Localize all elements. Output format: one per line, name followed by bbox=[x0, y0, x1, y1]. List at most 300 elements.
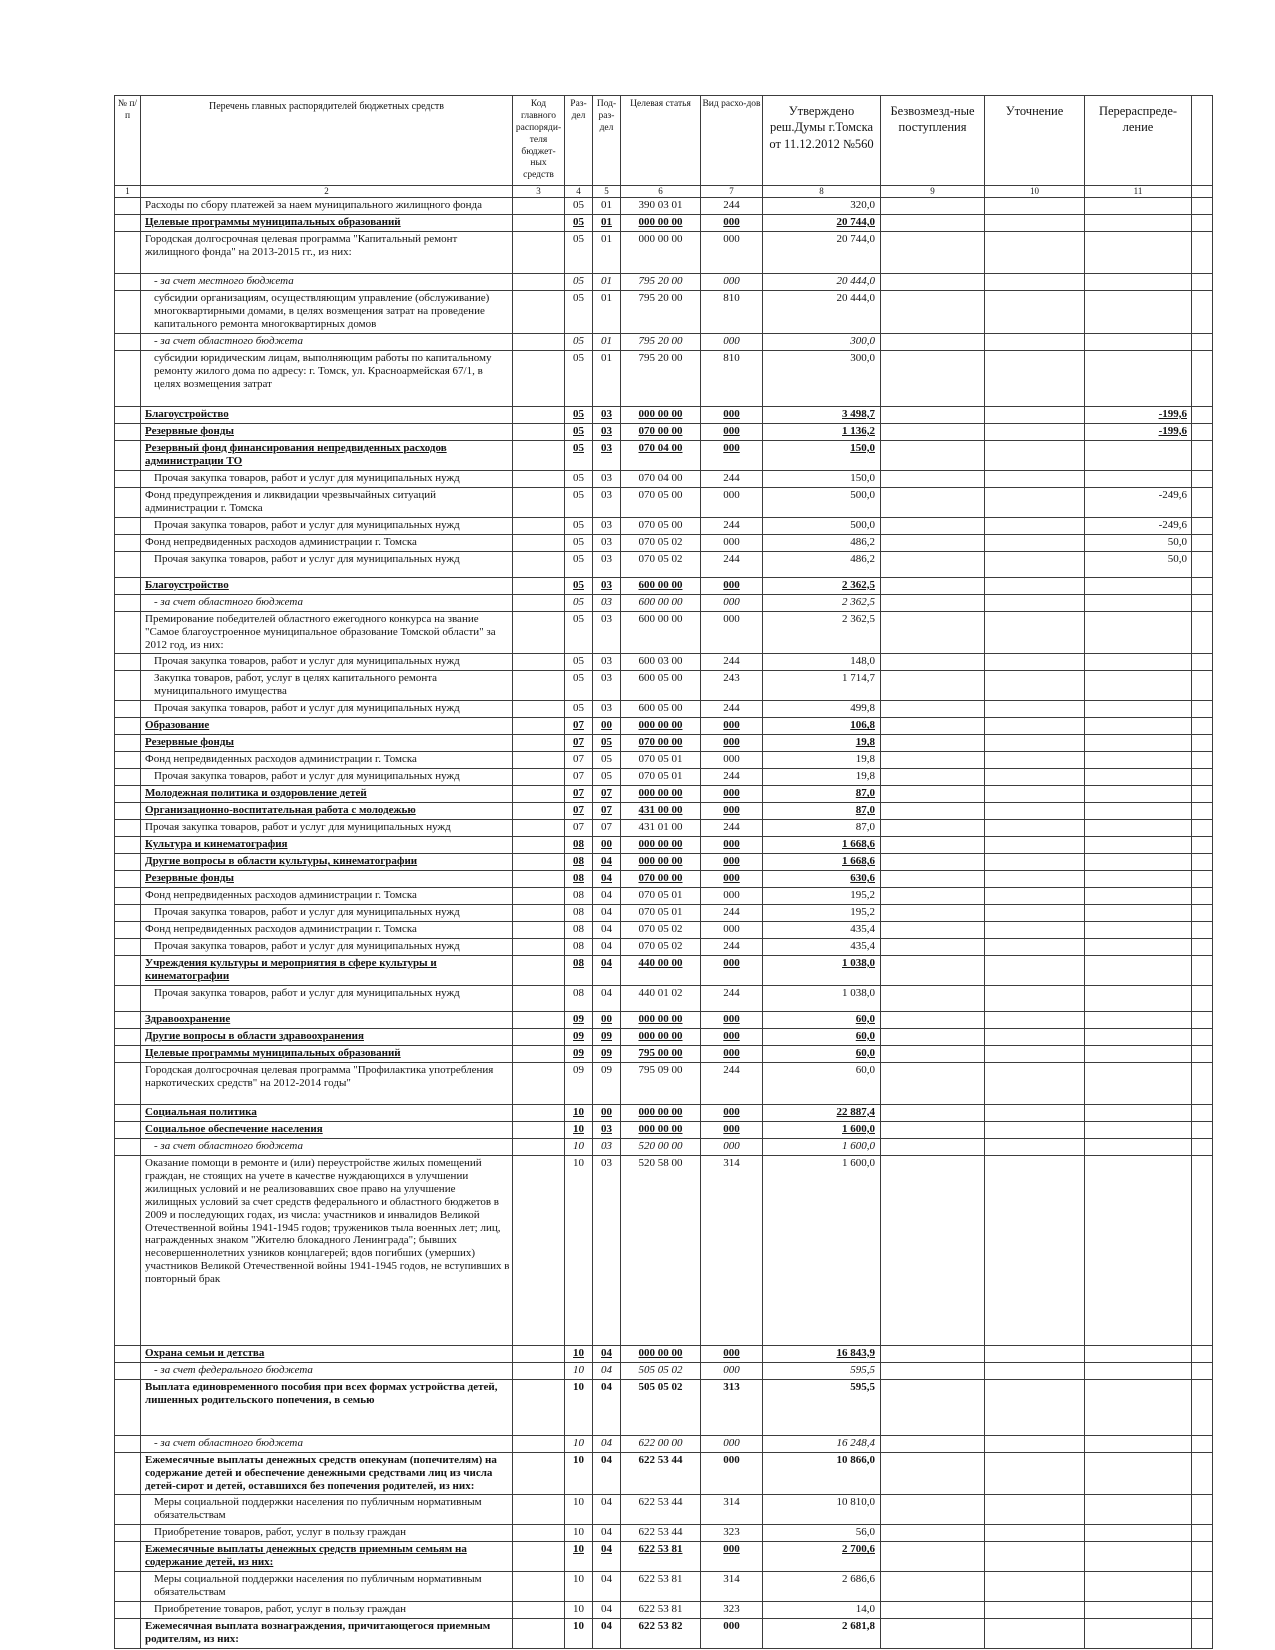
cell-edge bbox=[1192, 350, 1213, 406]
cell-name: Резервные фонды bbox=[141, 735, 513, 752]
cell-stat: 070 05 01 bbox=[621, 752, 701, 769]
cell-num bbox=[115, 938, 141, 955]
budget-row bbox=[115, 215, 1213, 232]
cell-podrazdel: 04 bbox=[593, 921, 621, 938]
cell-edge bbox=[1192, 786, 1213, 803]
cell-redistr bbox=[1085, 1155, 1192, 1345]
cell-code bbox=[513, 1045, 565, 1062]
cell-vid: 000 bbox=[701, 752, 763, 769]
cell-razdel: 10 bbox=[565, 1345, 593, 1362]
cell-stat: 795 20 00 bbox=[621, 350, 701, 406]
cell-razdel: 08 bbox=[565, 837, 593, 854]
cell-num bbox=[115, 921, 141, 938]
budget-row bbox=[115, 871, 1213, 888]
cell-vid: 000 bbox=[701, 1345, 763, 1362]
cell-num bbox=[115, 198, 141, 215]
cell-edge bbox=[1192, 654, 1213, 671]
cell-vid: 244 bbox=[701, 551, 763, 577]
cell-redistr bbox=[1085, 820, 1192, 837]
cell-grants bbox=[881, 274, 985, 291]
cell-code bbox=[513, 854, 565, 871]
cell-vid: 244 bbox=[701, 517, 763, 534]
cell-razdel: 05 bbox=[565, 470, 593, 487]
cell-edge bbox=[1192, 1379, 1213, 1435]
column-number-redistr: 11 bbox=[1085, 186, 1192, 198]
cell-vid: 000 bbox=[701, 871, 763, 888]
cell-stat: 431 00 00 bbox=[621, 803, 701, 820]
cell-clarif bbox=[985, 487, 1085, 517]
cell-approved: 16 248,4 bbox=[763, 1435, 881, 1452]
cell-podrazdel: 05 bbox=[593, 752, 621, 769]
cell-grants bbox=[881, 671, 985, 701]
column-header-name: Перечень главных распорядителей бюджетных средств bbox=[141, 96, 513, 186]
cell-grants bbox=[881, 594, 985, 611]
cell-stat: 600 00 00 bbox=[621, 594, 701, 611]
cell-stat: 070 04 00 bbox=[621, 440, 701, 470]
cell-code bbox=[513, 333, 565, 350]
cell-code bbox=[513, 1379, 565, 1435]
column-header-approved: Утверждено реш.Думы г.Томска от 11.12.2012 №560 bbox=[763, 96, 881, 186]
cell-redistr: 50,0 bbox=[1085, 534, 1192, 551]
cell-razdel: 05 bbox=[565, 274, 593, 291]
cell-code bbox=[513, 551, 565, 577]
cell-podrazdel: 09 bbox=[593, 1062, 621, 1104]
budget-row bbox=[115, 820, 1213, 837]
cell-grants bbox=[881, 470, 985, 487]
cell-redistr bbox=[1085, 577, 1192, 594]
cell-approved: 1 668,6 bbox=[763, 854, 881, 871]
cell-clarif bbox=[985, 423, 1085, 440]
budget-row bbox=[115, 752, 1213, 769]
cell-approved: 10 866,0 bbox=[763, 1452, 881, 1495]
cell-redistr bbox=[1085, 701, 1192, 718]
cell-razdel: 08 bbox=[565, 905, 593, 922]
cell-clarif bbox=[985, 333, 1085, 350]
cell-clarif bbox=[985, 701, 1085, 718]
cell-num bbox=[115, 1062, 141, 1104]
cell-vid: 000 bbox=[701, 921, 763, 938]
cell-name: Благоустройство bbox=[141, 577, 513, 594]
cell-grants bbox=[881, 1452, 985, 1495]
cell-num bbox=[115, 837, 141, 854]
cell-podrazdel: 03 bbox=[593, 701, 621, 718]
cell-name: Культура и кинематография bbox=[141, 837, 513, 854]
budget-row bbox=[115, 701, 1213, 718]
cell-clarif bbox=[985, 938, 1085, 955]
cell-redistr bbox=[1085, 274, 1192, 291]
cell-code bbox=[513, 1121, 565, 1138]
cell-code bbox=[513, 905, 565, 922]
cell-stat: 070 05 00 bbox=[621, 487, 701, 517]
cell-clarif bbox=[985, 274, 1085, 291]
cell-grants bbox=[881, 985, 985, 1011]
cell-vid: 000 bbox=[701, 487, 763, 517]
cell-podrazdel: 03 bbox=[593, 517, 621, 534]
cell-razdel: 10 bbox=[565, 1435, 593, 1452]
cell-stat: 000 00 00 bbox=[621, 854, 701, 871]
cell-clarif bbox=[985, 735, 1085, 752]
cell-redistr: -199,6 bbox=[1085, 406, 1192, 423]
cell-edge bbox=[1192, 1572, 1213, 1602]
cell-podrazdel: 01 bbox=[593, 274, 621, 291]
column-number-stat: 6 bbox=[621, 186, 701, 198]
cell-code bbox=[513, 654, 565, 671]
cell-num bbox=[115, 440, 141, 470]
column-header-edge bbox=[1192, 96, 1213, 186]
cell-podrazdel: 03 bbox=[593, 406, 621, 423]
cell-name: Охрана семьи и детства bbox=[141, 1345, 513, 1362]
cell-redistr: -249,6 bbox=[1085, 487, 1192, 517]
cell-approved: 595,5 bbox=[763, 1379, 881, 1435]
cell-grants bbox=[881, 1121, 985, 1138]
cell-podrazdel: 04 bbox=[593, 1435, 621, 1452]
budget-row bbox=[115, 921, 1213, 938]
cell-podrazdel: 05 bbox=[593, 735, 621, 752]
cell-razdel: 05 bbox=[565, 232, 593, 274]
cell-redistr bbox=[1085, 594, 1192, 611]
cell-redistr bbox=[1085, 470, 1192, 487]
cell-podrazdel: 04 bbox=[593, 1572, 621, 1602]
budget-row bbox=[115, 1542, 1213, 1572]
cell-approved: 499,8 bbox=[763, 701, 881, 718]
table-body bbox=[115, 198, 1213, 1649]
cell-approved: 595,5 bbox=[763, 1362, 881, 1379]
budget-row bbox=[115, 551, 1213, 577]
cell-vid: 244 bbox=[701, 938, 763, 955]
cell-num bbox=[115, 551, 141, 577]
cell-name: - за счет областного бюджета bbox=[141, 1435, 513, 1452]
cell-redistr bbox=[1085, 905, 1192, 922]
cell-edge bbox=[1192, 291, 1213, 334]
cell-razdel: 05 bbox=[565, 291, 593, 334]
cell-grants bbox=[881, 1572, 985, 1602]
cell-razdel: 09 bbox=[565, 1062, 593, 1104]
cell-redistr bbox=[1085, 232, 1192, 274]
cell-razdel: 09 bbox=[565, 1045, 593, 1062]
budget-row bbox=[115, 594, 1213, 611]
budget-row bbox=[115, 1602, 1213, 1619]
cell-approved: 14,0 bbox=[763, 1602, 881, 1619]
cell-num bbox=[115, 671, 141, 701]
cell-num bbox=[115, 820, 141, 837]
cell-stat: 622 53 44 bbox=[621, 1452, 701, 1495]
cell-clarif bbox=[985, 198, 1085, 215]
cell-razdel: 05 bbox=[565, 611, 593, 654]
cell-edge bbox=[1192, 611, 1213, 654]
cell-name: Приобретение товаров, работ, услуг в пользу граждан bbox=[141, 1602, 513, 1619]
cell-redistr bbox=[1085, 198, 1192, 215]
cell-clarif bbox=[985, 985, 1085, 1011]
cell-razdel: 07 bbox=[565, 786, 593, 803]
cell-clarif bbox=[985, 752, 1085, 769]
cell-name: Фонд непредвиденных расходов администрации г. Томска bbox=[141, 534, 513, 551]
cell-redistr bbox=[1085, 1028, 1192, 1045]
cell-clarif bbox=[985, 1602, 1085, 1619]
cell-razdel: 10 bbox=[565, 1602, 593, 1619]
cell-name: Приобретение товаров, работ, услуг в пользу граждан bbox=[141, 1525, 513, 1542]
cell-podrazdel: 00 bbox=[593, 1104, 621, 1121]
cell-stat: 390 03 01 bbox=[621, 198, 701, 215]
cell-vid: 000 bbox=[701, 274, 763, 291]
cell-code bbox=[513, 406, 565, 423]
cell-approved: 2 681,8 bbox=[763, 1619, 881, 1649]
cell-num bbox=[115, 1138, 141, 1155]
cell-code bbox=[513, 735, 565, 752]
budget-row bbox=[115, 1619, 1213, 1649]
cell-stat: 070 05 00 bbox=[621, 517, 701, 534]
cell-code bbox=[513, 440, 565, 470]
budget-row bbox=[115, 955, 1213, 985]
cell-razdel: 05 bbox=[565, 423, 593, 440]
cell-clarif bbox=[985, 820, 1085, 837]
cell-name: - за счет федерального бюджета bbox=[141, 1362, 513, 1379]
cell-podrazdel: 09 bbox=[593, 1028, 621, 1045]
cell-approved: 60,0 bbox=[763, 1045, 881, 1062]
cell-redistr bbox=[1085, 921, 1192, 938]
budget-row bbox=[115, 232, 1213, 274]
cell-podrazdel: 04 bbox=[593, 1495, 621, 1525]
budget-row bbox=[115, 938, 1213, 955]
cell-podrazdel: 01 bbox=[593, 198, 621, 215]
cell-code bbox=[513, 938, 565, 955]
cell-edge bbox=[1192, 517, 1213, 534]
cell-num bbox=[115, 487, 141, 517]
column-header-clarif: Уточнение bbox=[985, 96, 1085, 186]
cell-name: Ежемесячные выплаты денежных средств приемным семьям на содержание детей, из них: bbox=[141, 1542, 513, 1572]
cell-name: Прочая закупка товаров, работ и услуг для муниципальных нужд bbox=[141, 905, 513, 922]
cell-approved: 195,2 bbox=[763, 905, 881, 922]
cell-vid: 000 bbox=[701, 406, 763, 423]
cell-clarif bbox=[985, 534, 1085, 551]
cell-num bbox=[115, 1121, 141, 1138]
cell-razdel: 10 bbox=[565, 1452, 593, 1495]
column-number-name: 2 bbox=[141, 186, 513, 198]
cell-approved: 435,4 bbox=[763, 938, 881, 955]
cell-edge bbox=[1192, 1062, 1213, 1104]
cell-code bbox=[513, 215, 565, 232]
budget-row bbox=[115, 786, 1213, 803]
cell-code bbox=[513, 1138, 565, 1155]
column-number-podrazdel: 5 bbox=[593, 186, 621, 198]
cell-clarif bbox=[985, 1379, 1085, 1435]
cell-edge bbox=[1192, 1028, 1213, 1045]
cell-razdel: 10 bbox=[565, 1525, 593, 1542]
cell-code bbox=[513, 718, 565, 735]
cell-num bbox=[115, 854, 141, 871]
cell-stat: 070 05 01 bbox=[621, 905, 701, 922]
budget-row bbox=[115, 769, 1213, 786]
cell-grants bbox=[881, 905, 985, 922]
cell-name: Целевые программы муниципальных образований bbox=[141, 1045, 513, 1062]
budget-row bbox=[115, 470, 1213, 487]
budget-row bbox=[115, 611, 1213, 654]
cell-razdel: 10 bbox=[565, 1542, 593, 1572]
column-number-code: 3 bbox=[513, 186, 565, 198]
cell-vid: 323 bbox=[701, 1602, 763, 1619]
cell-grants bbox=[881, 1619, 985, 1649]
cell-edge bbox=[1192, 1155, 1213, 1345]
budget-row bbox=[115, 735, 1213, 752]
column-header-redistr: Перераспреде-ление bbox=[1085, 96, 1192, 186]
cell-name: Прочая закупка товаров, работ и услуг для муниципальных нужд bbox=[141, 701, 513, 718]
cell-num bbox=[115, 1452, 141, 1495]
cell-clarif bbox=[985, 654, 1085, 671]
cell-vid: 000 bbox=[701, 534, 763, 551]
cell-approved: 500,0 bbox=[763, 517, 881, 534]
budget-row bbox=[115, 291, 1213, 334]
cell-redistr bbox=[1085, 1495, 1192, 1525]
cell-razdel: 08 bbox=[565, 985, 593, 1011]
cell-redistr bbox=[1085, 654, 1192, 671]
budget-row bbox=[115, 718, 1213, 735]
cell-approved: 486,2 bbox=[763, 551, 881, 577]
cell-vid: 244 bbox=[701, 769, 763, 786]
cell-razdel: 05 bbox=[565, 551, 593, 577]
cell-grants bbox=[881, 1104, 985, 1121]
cell-podrazdel: 04 bbox=[593, 1345, 621, 1362]
cell-edge bbox=[1192, 577, 1213, 594]
cell-grants bbox=[881, 1525, 985, 1542]
cell-grants bbox=[881, 837, 985, 854]
cell-edge bbox=[1192, 854, 1213, 871]
cell-grants bbox=[881, 1011, 985, 1028]
cell-redistr bbox=[1085, 1345, 1192, 1362]
cell-grants bbox=[881, 406, 985, 423]
budget-row bbox=[115, 854, 1213, 871]
cell-podrazdel: 04 bbox=[593, 1619, 621, 1649]
cell-grants bbox=[881, 1062, 985, 1104]
cell-approved: 300,0 bbox=[763, 333, 881, 350]
cell-vid: 313 bbox=[701, 1379, 763, 1435]
cell-redistr bbox=[1085, 291, 1192, 334]
cell-grants bbox=[881, 701, 985, 718]
cell-podrazdel: 04 bbox=[593, 1362, 621, 1379]
cell-vid: 244 bbox=[701, 701, 763, 718]
cell-stat: 622 53 44 bbox=[621, 1495, 701, 1525]
cell-vid: 000 bbox=[701, 1452, 763, 1495]
cell-stat: 000 00 00 bbox=[621, 837, 701, 854]
cell-vid: 000 bbox=[701, 577, 763, 594]
cell-clarif bbox=[985, 1542, 1085, 1572]
cell-redistr bbox=[1085, 440, 1192, 470]
cell-name: Образование bbox=[141, 718, 513, 735]
cell-code bbox=[513, 1525, 565, 1542]
cell-approved: 1 038,0 bbox=[763, 985, 881, 1011]
cell-razdel: 05 bbox=[565, 671, 593, 701]
cell-stat: 070 05 01 bbox=[621, 888, 701, 905]
cell-redistr bbox=[1085, 871, 1192, 888]
cell-podrazdel: 09 bbox=[593, 1045, 621, 1062]
cell-grants bbox=[881, 423, 985, 440]
cell-redistr bbox=[1085, 837, 1192, 854]
cell-edge bbox=[1192, 1362, 1213, 1379]
cell-vid: 323 bbox=[701, 1525, 763, 1542]
cell-redistr bbox=[1085, 803, 1192, 820]
cell-grants bbox=[881, 1379, 985, 1435]
cell-vid: 244 bbox=[701, 470, 763, 487]
cell-num bbox=[115, 1435, 141, 1452]
cell-name: Другие вопросы в области здравоохранения bbox=[141, 1028, 513, 1045]
cell-stat: 440 01 02 bbox=[621, 985, 701, 1011]
cell-razdel: 07 bbox=[565, 820, 593, 837]
cell-approved: 320,0 bbox=[763, 198, 881, 215]
cell-razdel: 05 bbox=[565, 701, 593, 718]
cell-stat: 000 00 00 bbox=[621, 1121, 701, 1138]
cell-grants bbox=[881, 333, 985, 350]
cell-name: Учреждения культуры и мероприятия в сфере культуры и кинематографии bbox=[141, 955, 513, 985]
cell-num bbox=[115, 1619, 141, 1649]
cell-podrazdel: 04 bbox=[593, 854, 621, 871]
cell-num bbox=[115, 1362, 141, 1379]
cell-stat: 520 58 00 bbox=[621, 1155, 701, 1345]
cell-approved: 106,8 bbox=[763, 718, 881, 735]
cell-approved: 60,0 bbox=[763, 1011, 881, 1028]
cell-stat: 440 00 00 bbox=[621, 955, 701, 985]
cell-clarif bbox=[985, 215, 1085, 232]
cell-vid: 000 bbox=[701, 955, 763, 985]
cell-clarif bbox=[985, 1435, 1085, 1452]
cell-podrazdel: 03 bbox=[593, 440, 621, 470]
cell-grants bbox=[881, 1045, 985, 1062]
cell-code bbox=[513, 1452, 565, 1495]
cell-num bbox=[115, 517, 141, 534]
cell-num bbox=[115, 1028, 141, 1045]
column-header-num: № п/п bbox=[115, 96, 141, 186]
cell-num bbox=[115, 654, 141, 671]
cell-stat: 622 53 81 bbox=[621, 1542, 701, 1572]
cell-approved: 1 038,0 bbox=[763, 955, 881, 985]
cell-clarif bbox=[985, 350, 1085, 406]
budget-row bbox=[115, 1525, 1213, 1542]
cell-vid: 000 bbox=[701, 611, 763, 654]
cell-num bbox=[115, 423, 141, 440]
cell-clarif bbox=[985, 1452, 1085, 1495]
cell-grants bbox=[881, 198, 985, 215]
cell-edge bbox=[1192, 769, 1213, 786]
cell-code bbox=[513, 232, 565, 274]
cell-podrazdel: 01 bbox=[593, 215, 621, 232]
cell-edge bbox=[1192, 333, 1213, 350]
cell-approved: 19,8 bbox=[763, 769, 881, 786]
cell-redistr bbox=[1085, 938, 1192, 955]
cell-clarif bbox=[985, 1028, 1085, 1045]
budget-row bbox=[115, 406, 1213, 423]
cell-vid: 000 bbox=[701, 735, 763, 752]
cell-edge bbox=[1192, 905, 1213, 922]
budget-row bbox=[115, 1435, 1213, 1452]
cell-num bbox=[115, 752, 141, 769]
cell-edge bbox=[1192, 1542, 1213, 1572]
cell-razdel: 07 bbox=[565, 769, 593, 786]
cell-approved: 20 444,0 bbox=[763, 274, 881, 291]
cell-vid: 244 bbox=[701, 198, 763, 215]
cell-podrazdel: 00 bbox=[593, 1011, 621, 1028]
cell-vid: 000 bbox=[701, 803, 763, 820]
cell-name: Фонд непредвиденных расходов администрации г. Томска bbox=[141, 888, 513, 905]
cell-redistr bbox=[1085, 888, 1192, 905]
cell-edge bbox=[1192, 985, 1213, 1011]
cell-vid: 314 bbox=[701, 1572, 763, 1602]
cell-clarif bbox=[985, 1495, 1085, 1525]
cell-podrazdel: 03 bbox=[593, 654, 621, 671]
cell-clarif bbox=[985, 1525, 1085, 1542]
cell-razdel: 07 bbox=[565, 752, 593, 769]
cell-name: Социальная политика bbox=[141, 1104, 513, 1121]
cell-edge bbox=[1192, 215, 1213, 232]
cell-clarif bbox=[985, 1572, 1085, 1602]
cell-clarif bbox=[985, 594, 1085, 611]
cell-redistr bbox=[1085, 1138, 1192, 1155]
